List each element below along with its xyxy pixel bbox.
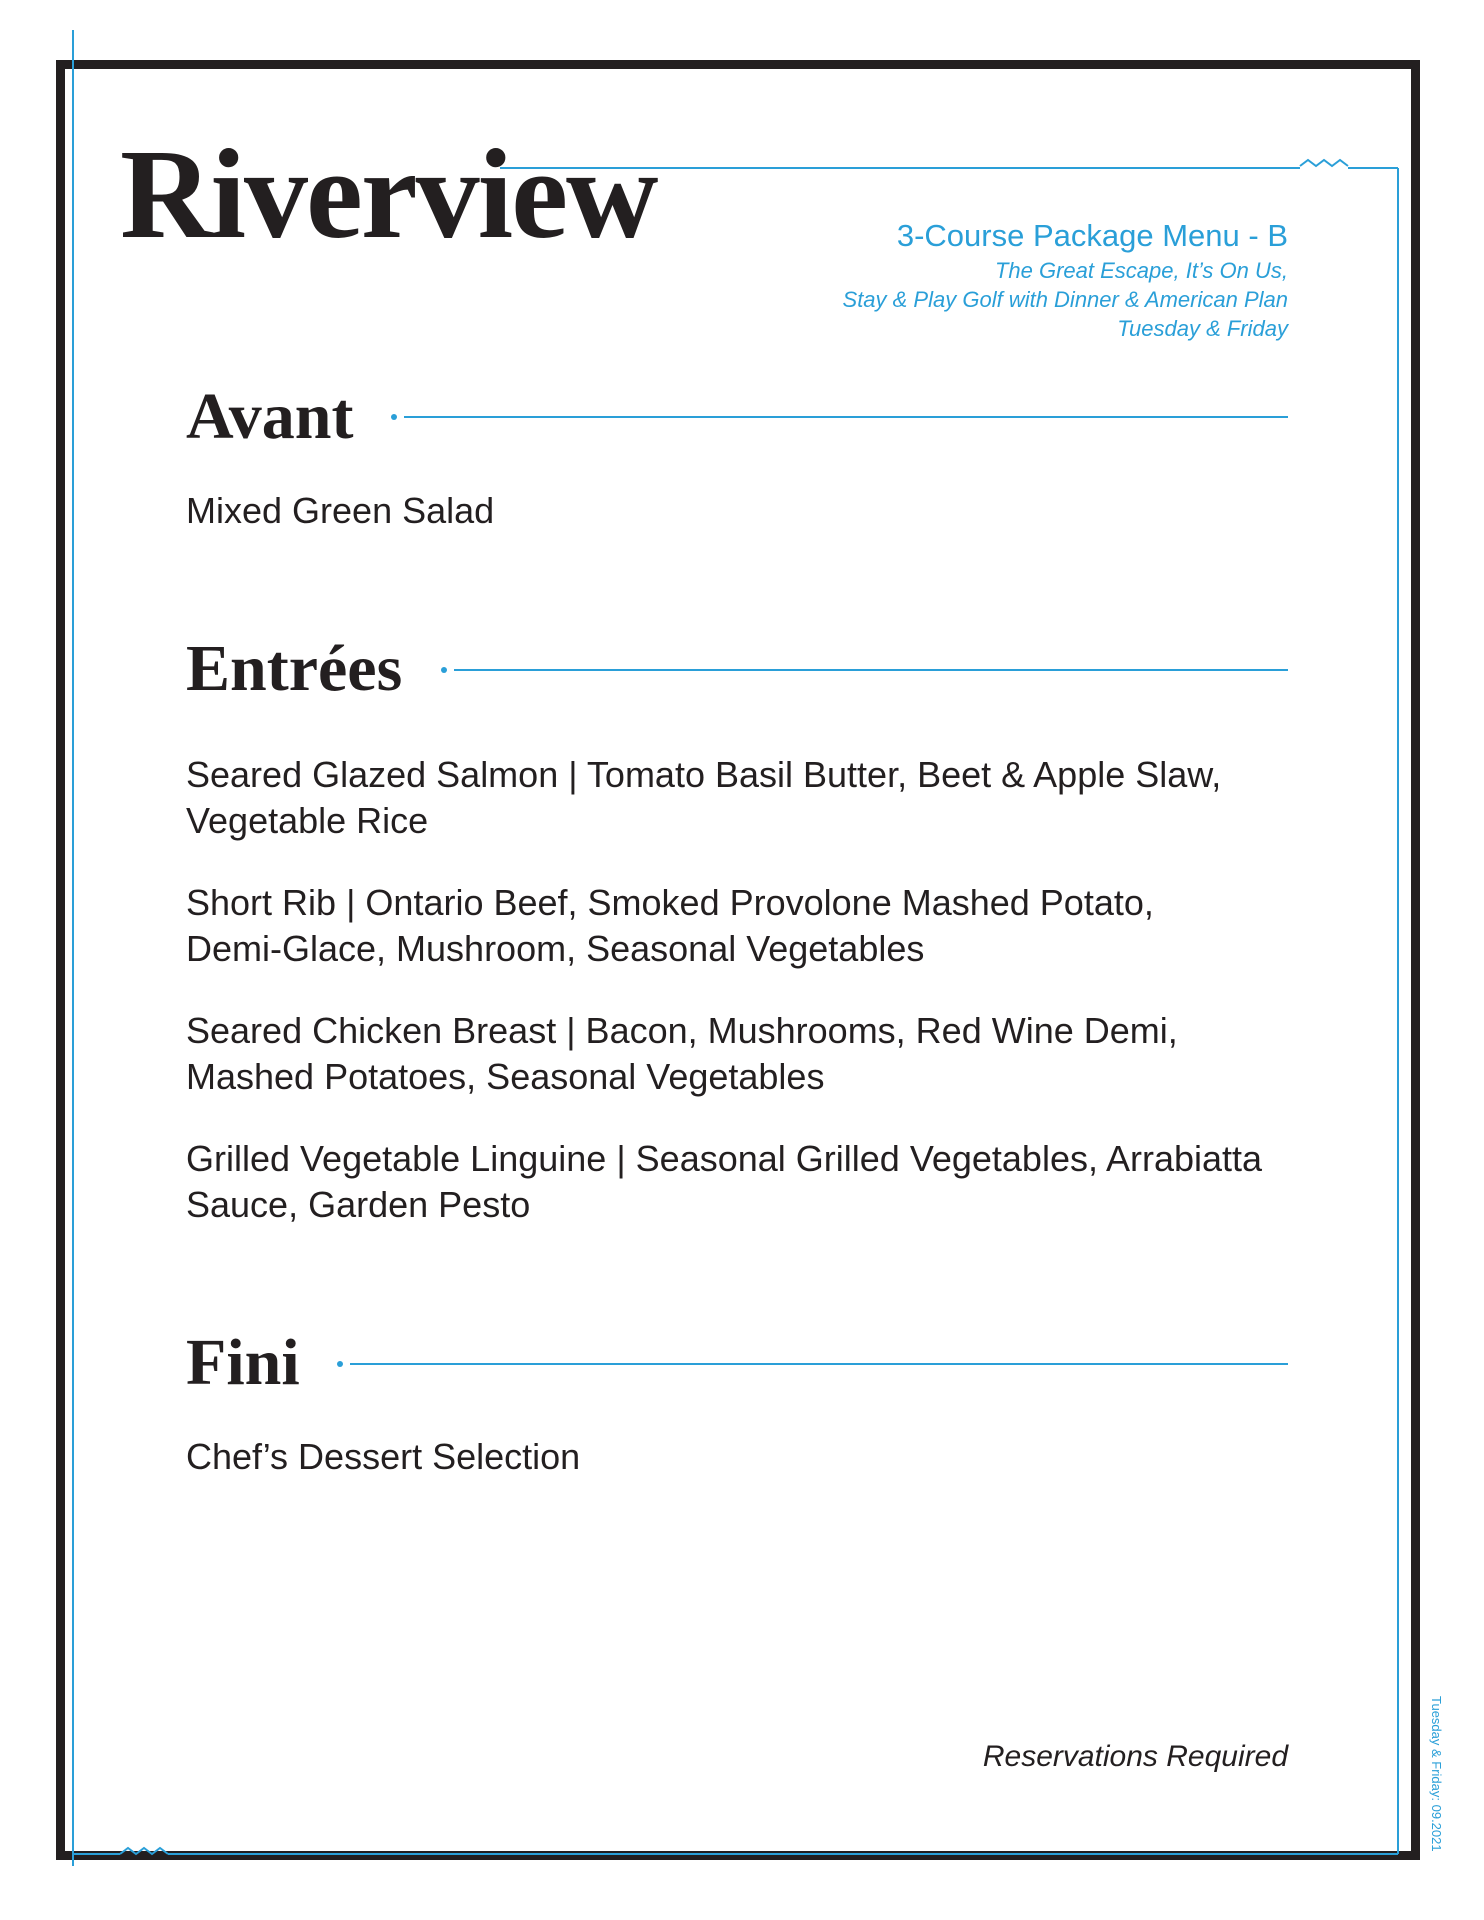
menu-item-line: Seared Chicken Breast | Bacon, Mushrooms, Red Wine Demi, <box>186 1010 1178 1051</box>
brand-logo: Riverview <box>120 123 657 265</box>
avant-rule-dot <box>391 414 397 420</box>
menu-item <box>186 1008 1296 1100</box>
menu-item-line: Sauce, Garden Pesto <box>186 1184 531 1225</box>
package-line: The Great Escape, It’s On Us, <box>994 258 1288 283</box>
menu-item: Mixed Green Salad <box>186 490 495 531</box>
top-wave <box>1300 160 1348 166</box>
entrees-rule-dot <box>441 667 447 673</box>
menu-item <box>186 1136 1296 1228</box>
menu-item-line: Grilled Vegetable Linguine | Seasonal Grilled Vegetables, Arrabiatta <box>186 1138 1263 1179</box>
menu-item <box>186 752 1296 844</box>
menu-item <box>186 880 1296 972</box>
bottom-wave <box>120 1848 168 1854</box>
package-title: 3-Course Package Menu - B <box>896 218 1288 253</box>
side-date-note: Tuesday & Friday: 09.2021 <box>1429 1696 1444 1852</box>
package-info <box>843 216 1288 343</box>
menu-item-line: Seared Glazed Salmon | Tomato Basil Butter, Beet & Apple Slaw, <box>186 754 1222 795</box>
package-line: Stay & Play Golf with Dinner & American Plan <box>842 287 1288 312</box>
section-title-entrees: Entrées <box>186 632 403 705</box>
section-title-avant: Avant <box>186 380 354 453</box>
menu-item-line: Short Rib | Ontario Beef, Smoked Provolone Mashed Potato, <box>186 882 1154 923</box>
menu-item-line: Mashed Potatoes, Seasonal Vegetables <box>186 1056 825 1097</box>
section-title-fini: Fini <box>186 1326 300 1399</box>
package-line: Tuesday & Friday <box>1117 316 1288 341</box>
fini-rule-dot <box>337 1361 343 1367</box>
reservations-note: Reservations Required <box>982 1740 1288 1773</box>
menu-item-line: Vegetable Rice <box>186 800 429 841</box>
menu-item-line: Demi-Glace, Mushroom, Seasonal Vegetables <box>186 928 925 969</box>
menu-item: Chef’s Dessert Selection <box>186 1436 581 1477</box>
